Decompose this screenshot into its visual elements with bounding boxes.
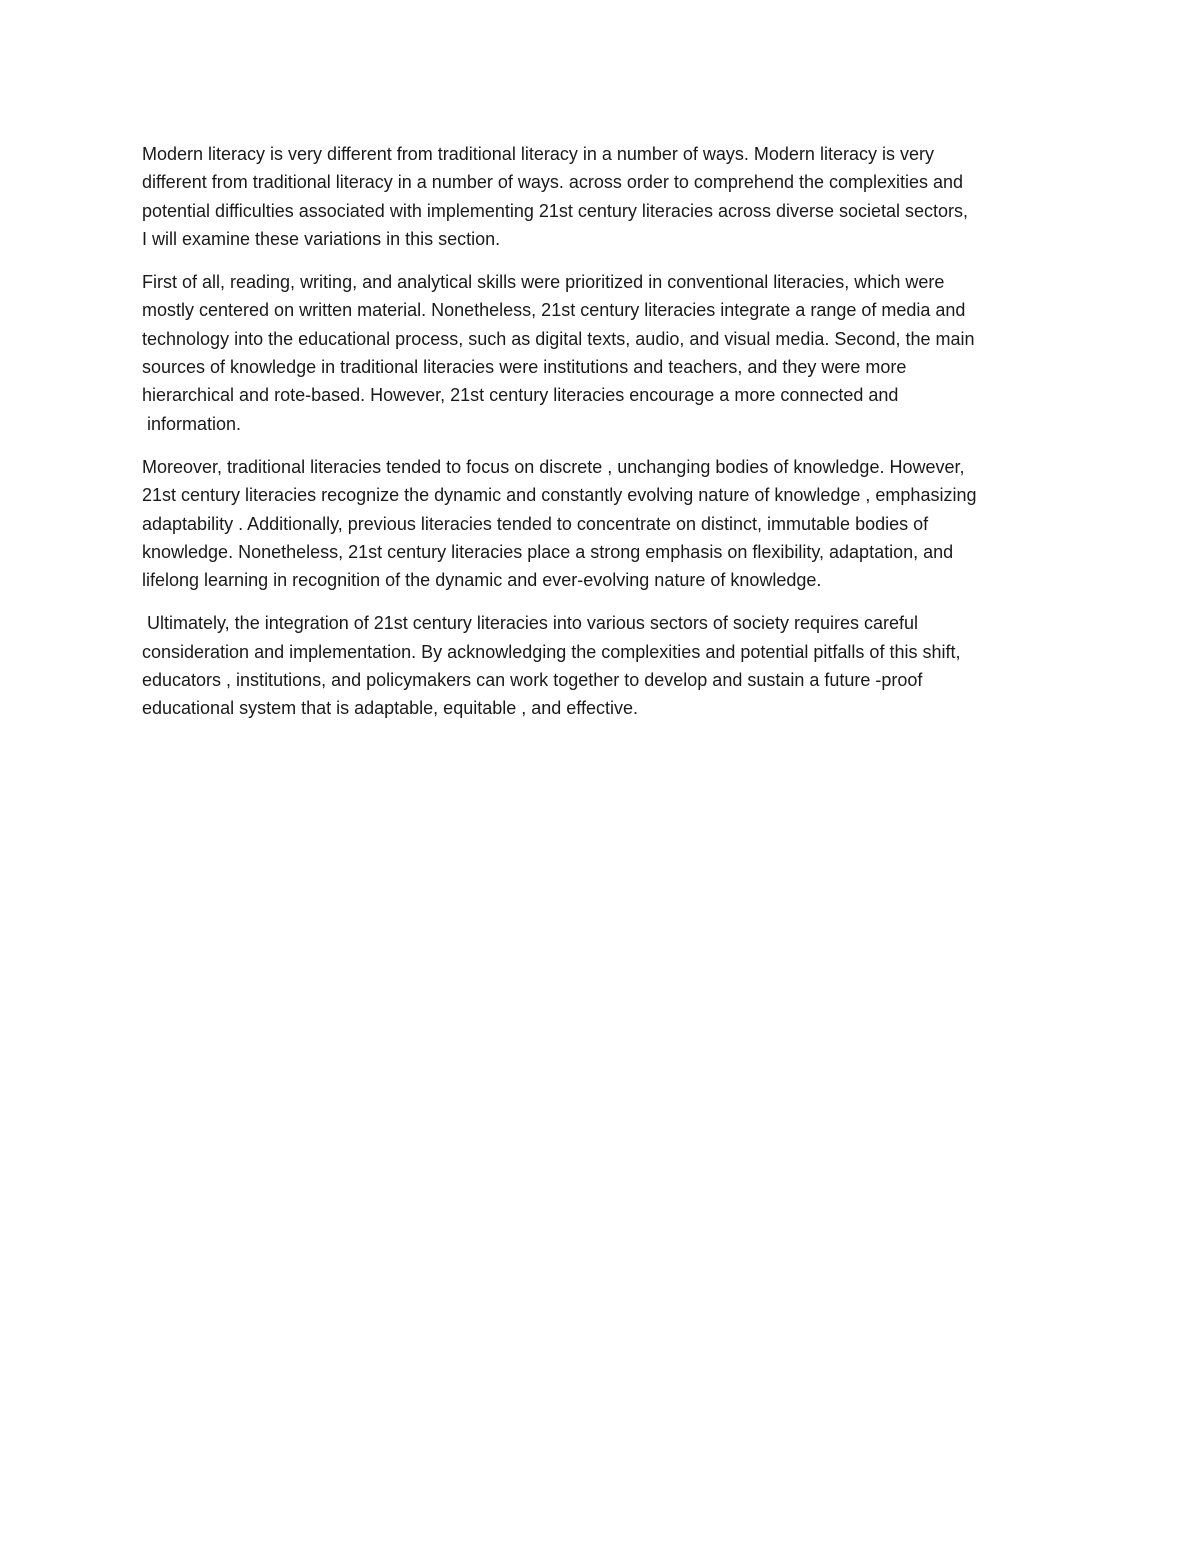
text-line: adaptability . Additionally, previous literacies tended to concentrate on distinct, immutable bodies of [142,513,929,534]
text-line: knowledge. Nonetheless, 21st century literacies place a strong emphasis on flexibility, adaptation, and [142,541,954,562]
text-line: lifelong learning in recognition of the dynamic and ever-evolving nature of knowledge. [142,570,822,591]
text-line: mostly centered on written material. Nonetheless, 21st century literacies integrate a range of media and [142,300,966,321]
text-line: educators , institutions, and policymakers can work together to develop and sustain a future -proof [142,670,923,691]
paragraph-1 [142,140,1062,253]
text-line: hierarchical and rote-based. However, 21st century literacies encourage a more connected and [142,385,899,406]
paragraph-2 [142,268,1062,438]
text-line: Moreover, traditional literacies tended to focus on discrete , unchanging bodies of knowledge. However, [142,456,965,477]
text-line: I will examine these variations in this section. [142,228,501,249]
text-line: Modern literacy is very different from traditional literacy in a number of ways. Modern literacy is very [142,144,934,164]
paragraph-3 [142,453,1062,594]
text-line: educational system that is adaptable, equitable , and effective. [142,698,638,719]
document-body [142,140,1062,738]
text-line: different from traditional literacy in a number of ways. across order to comprehend the complexities and [142,172,964,193]
text-line: technology into the educational process, such as digital texts, audio, and visual media. Second, the main [142,328,975,349]
text-line: sources of knowledge in traditional literacies were institutions and teachers, and they were more [142,357,907,378]
text-line: Ultimately, the integration of 21st century literacies into various sectors of society requires careful [142,613,919,634]
text-line: information. [142,413,242,434]
text-line: potential difficulties associated with implementing 21st century literacies across diverse societal sectors, [142,200,969,221]
paragraph-4 [142,609,1062,722]
text-line: First of all, reading, writing, and analytical skills were prioritized in conventional literacies, which were [142,272,945,293]
text-line: consideration and implementation. By acknowledging the complexities and potential pitfalls of this shift, [142,641,961,662]
text-line: 21st century literacies recognize the dynamic and constantly evolving nature of knowledge , emphasizing [142,485,977,506]
